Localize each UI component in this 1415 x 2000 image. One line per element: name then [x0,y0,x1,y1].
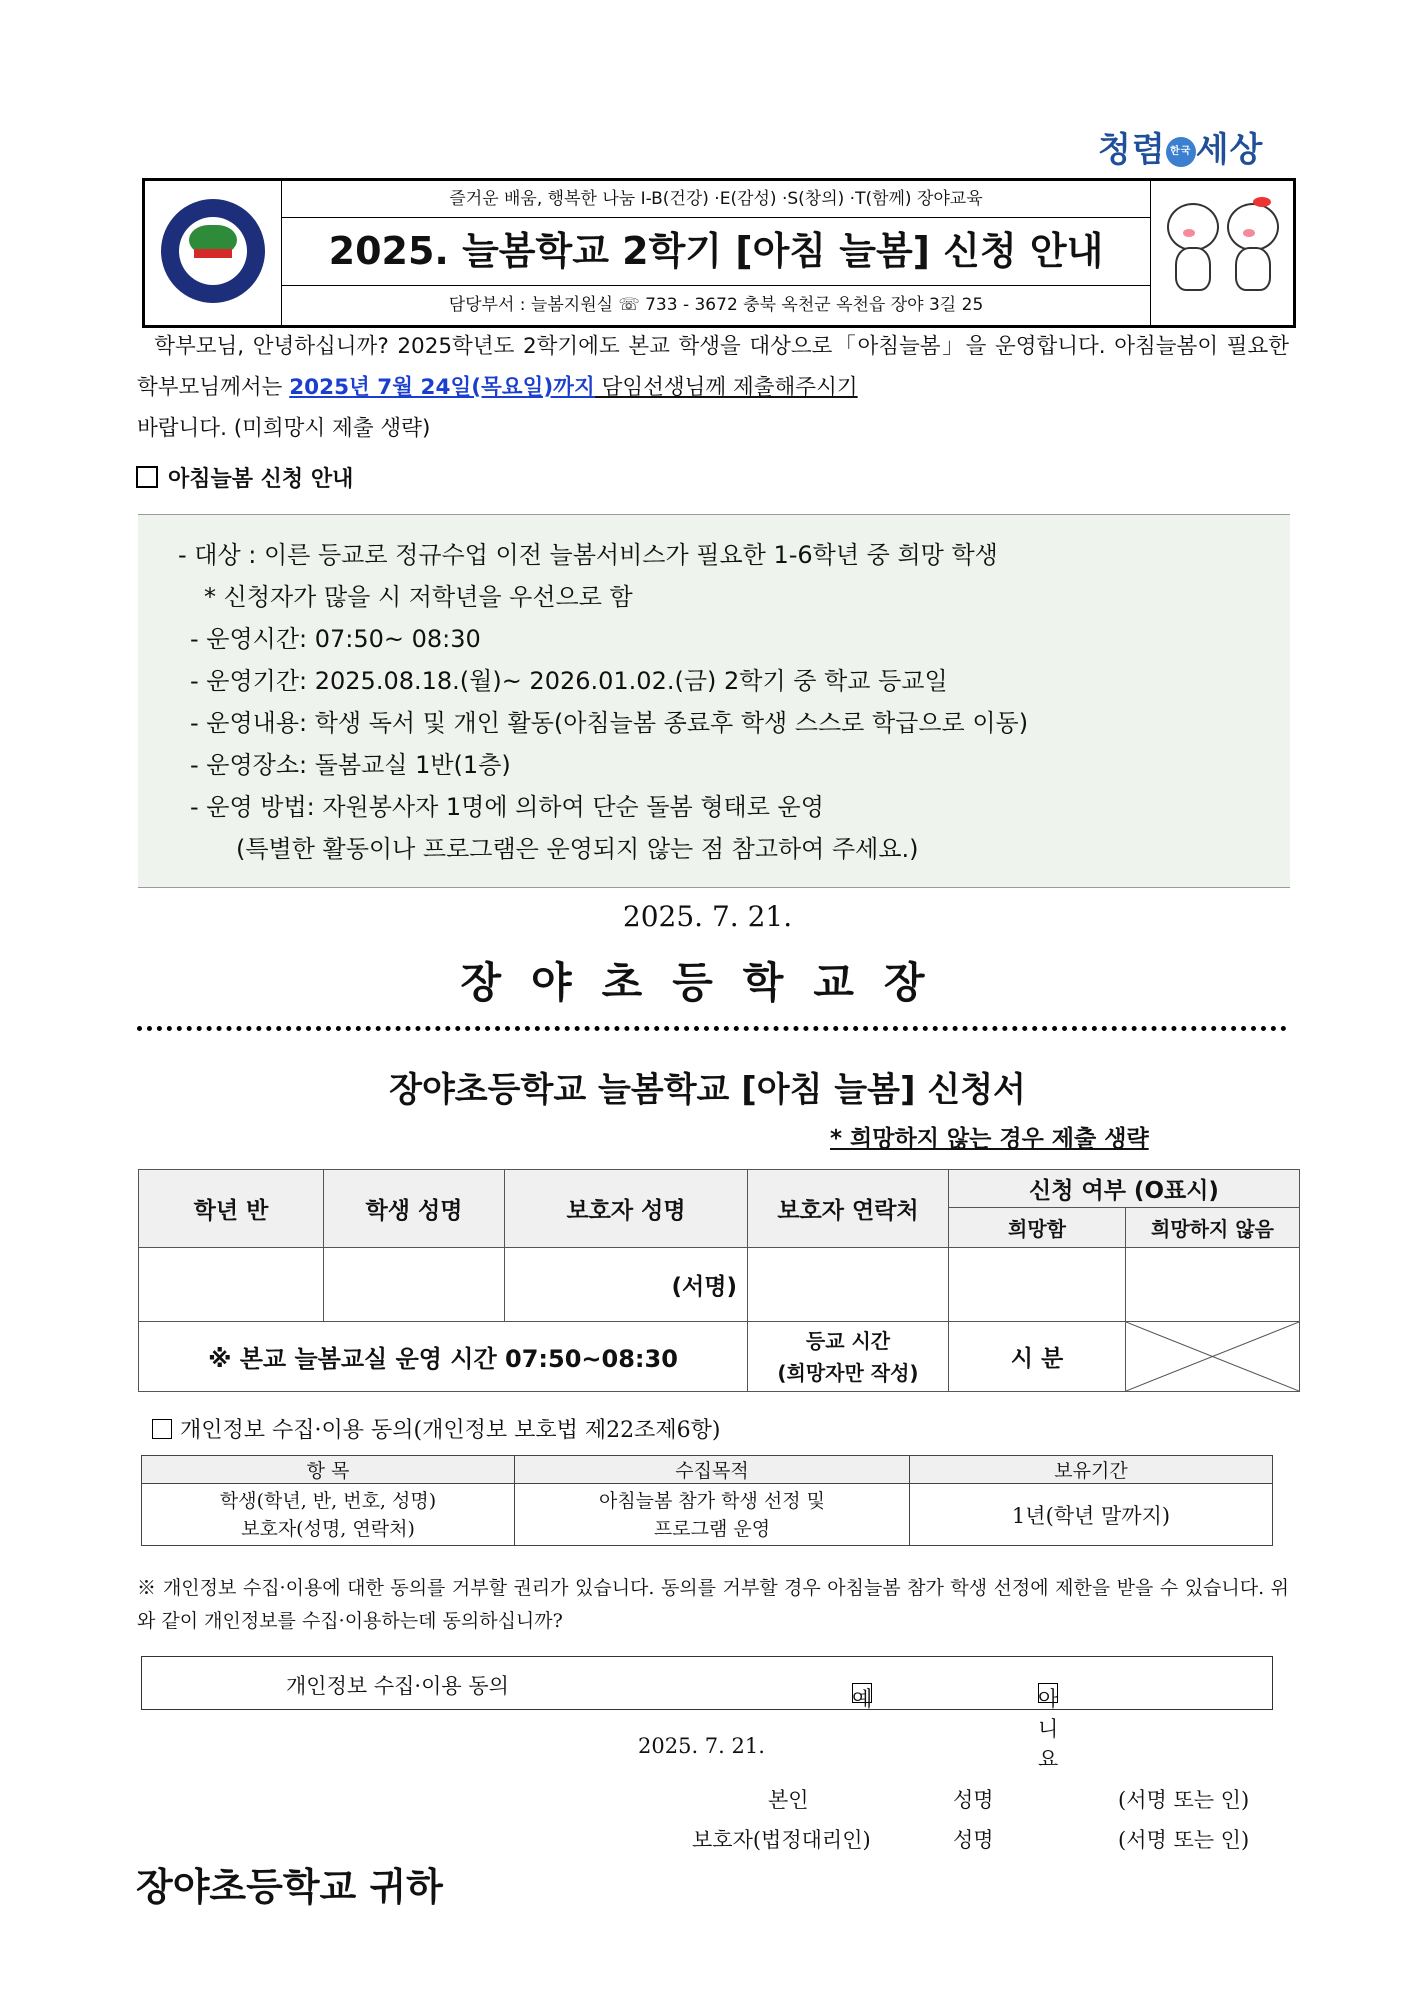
form-note: * 희망하지 않는 경우 제출 생략 [830,1126,1149,1152]
info-line: - 운영 방법: 자원봉사자 1명에 의하여 단순 돌봄 형태로 운영 [190,793,824,821]
crossed-cell [1126,1322,1300,1392]
header-student-name: 학생 성명 [324,1170,505,1248]
brand-text-left: 청렴 [1098,130,1166,170]
school-seal-icon [161,199,265,303]
want-checkbox-cell[interactable] [949,1248,1126,1322]
info-line: - 대상 : 이른 등교로 정규수업 이전 늘봄서비스가 필요한 1-6학년 중 희망 학생 [178,541,998,569]
square-bullet-icon [136,466,158,488]
not-want-checkbox-cell[interactable] [1126,1248,1300,1322]
cut-line [137,1026,1287,1031]
header-guardian-name: 보호자 성명 [505,1170,748,1248]
guardian-contact-field[interactable] [748,1248,949,1322]
intro-text-2: 담임선생님께 제출해주시기 [594,375,858,400]
privacy-item: 학생(학년, 반, 번호, 성명) 보호자(성명, 연락처) [142,1484,515,1546]
info-line: * 신청자가 많을 시 저학년을 우선으로 함 [204,583,633,611]
form-title: 장야초등학교 늘봄학교 [아침 늘봄] 신청서 [389,1070,1026,1110]
privacy-header-period: 보유기간 [910,1456,1273,1484]
privacy-table [141,1455,1273,1546]
intro-text-1: 학부모님, 안녕하십니까? 2025학년도 2학기에도 본교 학생을 대상으로「아침늘봄」을 운영합니다. 아침늘봄이 필요한 학부모님께서는 [137,334,1289,400]
info-line: - 운영내용: 학생 독서 및 개인 활동(아침늘봄 종료후 학생 스스로 학급으로 이동) [190,709,1029,737]
mascot-right-icon [1223,203,1279,303]
sign-date: 2025. 7. 21. [638,1734,765,1758]
header-not-want: 희망하지 않음 [1126,1208,1300,1248]
intro-text-3: 바랍니다. (미희망시 제출 생략) [137,416,431,441]
principal-title: 장야초등학교장 [460,958,955,1007]
privacy-header-item: 항 목 [142,1456,515,1484]
privacy-warning: ※ 개인정보 수집·이용에 대한 동의를 거부할 권리가 있습니다. 동의를 거부할 경우 아침늘봄 참가 학생 선정에 제한을 받을 수 있습니다. 위와 같이 개인정보를 수집·이용하는데 동의하십니까? [137,1577,1289,1632]
signature-self-note: (서명 또는 인) [1118,1788,1250,1812]
brand-emblem: 한국 [1166,137,1196,167]
info-box [138,514,1290,888]
notice-date: 2025. 7. 21. [622,900,793,933]
header-want: 희망함 [949,1208,1126,1248]
department-info: 담당부서 : 늘봄지원실 ☏ 733 - 3672 충북 옥천군 옥천읍 장야 3길 25 [448,295,984,315]
signature-guardian-name[interactable]: 성명 [953,1828,994,1852]
info-line: (특별한 활동이나 프로그램은 운영되지 않는 점 참고하여 주세요.) [236,835,919,863]
header-box [142,178,1296,328]
signature-guardian-note: (서명 또는 인) [1118,1828,1250,1852]
privacy-agree-box: 개인정보 수집·이용 동의 예 아니요 [141,1656,1273,1710]
privacy-title: 개인정보 수집·이용 동의(개인정보 보호법 제22조제6항) [152,1413,720,1444]
arrival-time-label: 등교 시간 (희망자만 작성) [748,1322,949,1392]
school-logo-cell [145,181,282,325]
deadline-highlight: 2025년 7월 24일(목요일)까지 [289,375,595,400]
privacy-purpose: 아침늘봄 참가 학생 선정 및 프로그램 운영 [515,1484,910,1546]
signature-self-role: 본인 [768,1788,809,1812]
recipient: 장야초등학교 귀하 [136,1865,443,1909]
signature-guardian-role: 보호자(법정대리인) [692,1828,871,1852]
mascot-cell [1150,181,1293,325]
privacy-agree-label: 개인정보 수집·이용 동의 [286,1674,509,1698]
info-line: - 운영시간: 07:50~ 08:30 [190,625,481,653]
header-grade-class: 학년 반 [139,1170,324,1248]
header-guardian-contact: 보호자 연락처 [748,1170,949,1248]
grade-class-field[interactable] [139,1248,324,1322]
info-line: - 운영기간: 2025.08.18.(월)~ 2026.01.02.(금) 2학기 중 학교 등교일 [190,667,948,695]
signature-self-name[interactable]: 성명 [953,1788,994,1812]
header-apply: 신청 여부 (O표시) [949,1170,1300,1208]
privacy-header-purpose: 수집목적 [515,1456,910,1484]
brand-logo [1098,122,1263,171]
student-name-field[interactable] [324,1248,505,1322]
section-title: 아침늘봄 신청 안내 [136,462,353,493]
page-title: 2025. 늘봄학교 2학기 [아침 늘봄] 신청 안내 [281,217,1151,286]
guardian-signature-field[interactable]: (서명) [505,1248,748,1322]
brand-text-right: 세상 [1195,130,1264,170]
mascot-left-icon [1163,203,1219,303]
arrival-time-field[interactable]: 시 분 [949,1322,1126,1392]
operation-time-note: ※ 본교 늘봄교실 운영 시간 07:50~08:30 [139,1322,748,1392]
square-bullet-icon [152,1419,172,1439]
motto: 즐거운 배움, 행복한 나눔 I-B(건강) ·E(감성) ·S(창의) ·T(함께) 장야교육 [281,181,1151,218]
info-line: - 운영장소: 돌봄교실 1반(1층) [190,751,511,779]
application-table [138,1169,1300,1392]
privacy-period: 1년(학년 말까지) [910,1484,1273,1546]
intro-paragraph [137,326,1289,449]
